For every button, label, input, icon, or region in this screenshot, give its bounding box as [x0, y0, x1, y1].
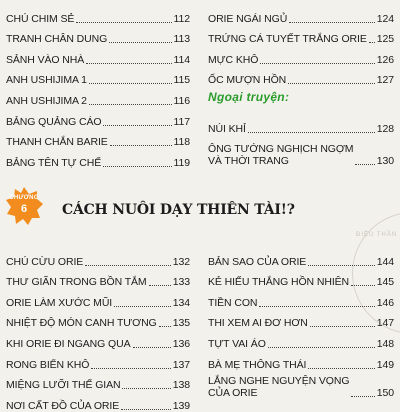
dot-leader — [91, 368, 170, 369]
toc-entry-page: 115 — [173, 74, 190, 87]
toc-entry-title: THI XEM AI ĐƠ HƠN — [208, 317, 308, 330]
toc-entry[interactable] — [6, 86, 190, 107]
toc-list-extra — [208, 114, 394, 135]
toc-entry-title-line2: CỦA ORIE — [208, 386, 258, 399]
dot-leader — [310, 326, 375, 327]
toc-entry-page: 128 — [376, 122, 394, 135]
chapter-number: 6 — [20, 203, 28, 215]
toc-entry-title: THƯ GIÃN TRONG BỒN TẮM — [6, 276, 147, 289]
dot-leader — [248, 132, 375, 133]
toc-entry[interactable] — [208, 4, 394, 25]
toc-entry[interactable] — [6, 128, 190, 149]
dot-leader — [89, 104, 172, 105]
toc-entry-title: ORIE NGÁI NGỦ — [208, 12, 288, 25]
toc-entry-title: NƠI CẤT ĐỒ CỦA ORIE — [6, 399, 120, 412]
dot-leader — [369, 42, 375, 43]
toc-column-top-left — [6, 4, 190, 169]
toc-entry[interactable] — [6, 268, 190, 289]
toc-entry-page: 132 — [172, 255, 190, 268]
toc-entry-title: ỐC MƯỢN HỒN — [208, 74, 287, 87]
dot-leader — [288, 83, 375, 84]
toc-entry-page: 119 — [173, 156, 190, 169]
toc-entry[interactable] — [208, 66, 394, 87]
toc-entry-title: SẢNH VÀO NHÀ — [6, 53, 85, 66]
toc-entry[interactable] — [6, 329, 190, 350]
toc-entry[interactable] — [6, 371, 190, 392]
toc-entry-title: ORIE LÀM XƯỚC MŨI — [6, 296, 113, 309]
toc-entry-page: 114 — [173, 53, 190, 66]
toc-entry-page: 133 — [172, 276, 190, 289]
toc-entry[interactable] — [6, 66, 190, 87]
dot-leader — [133, 347, 171, 348]
toc-entry[interactable] — [6, 391, 190, 412]
toc-entry-page: 145 — [376, 276, 394, 289]
toc-entry-title: TRANH CHÂN DUNG — [6, 33, 108, 46]
toc-entry-page: 136 — [172, 337, 190, 350]
toc-entry-title-line1: LẮNG NGHE NGUYỆN VỌNG — [208, 374, 350, 387]
toc-entry[interactable] — [6, 148, 190, 169]
toc-entry-title: TỰT VAI ÁO — [208, 337, 266, 350]
toc-entry-page: 146 — [376, 296, 394, 309]
dot-leader — [149, 285, 171, 286]
toc-entry-page: 148 — [376, 337, 394, 350]
toc-entry-title: KHI ORIE ĐI NGANG QUA — [6, 337, 131, 350]
dot-leader — [308, 368, 374, 369]
chapter-badge-label: CHƯƠNG — [9, 195, 39, 201]
dot-leader — [85, 265, 171, 266]
toc-entry-title-line1: ÔNG TƯỚNG NGHỊCH NGỢM — [208, 142, 354, 155]
toc-entry-page: 117 — [173, 115, 190, 128]
toc-entry-title: NÚI KHỈ — [208, 122, 246, 135]
toc-entry-title: BẢNG TÊN TỰ CHẾ — [6, 156, 102, 169]
toc-entry-page: 118 — [173, 136, 190, 149]
toc-entry-title: BÀ MẸ THÔNG THÁI — [208, 358, 307, 371]
toc-entry-page: 147 — [376, 317, 394, 330]
toc-entry[interactable] — [208, 25, 394, 46]
toc-entry-page: 127 — [376, 74, 394, 87]
toc-entry[interactable] — [208, 350, 394, 371]
chapter-badge — [4, 186, 44, 226]
dot-leader — [122, 388, 170, 389]
dot-leader — [355, 164, 374, 165]
toc-entry-page: 130 — [376, 154, 394, 167]
toc-entry-title: BẢNG QUẢNG CÁO — [6, 115, 102, 128]
toc-column-bottom-right — [208, 247, 394, 399]
toc-entry-title: RONG BIỂN KHÔ — [6, 358, 90, 371]
extra-stories-heading: Ngoại truyện: — [208, 90, 290, 105]
dot-leader — [89, 83, 172, 84]
dot-leader — [109, 42, 171, 43]
dot-leader — [308, 265, 375, 266]
dot-leader — [259, 306, 374, 307]
dot-leader — [159, 326, 171, 327]
dot-leader — [121, 409, 171, 410]
toc-entry-page: 149 — [376, 358, 394, 371]
toc-entry[interactable] — [6, 309, 190, 330]
dot-leader — [260, 63, 374, 64]
toc-entry-page: 112 — [173, 12, 190, 25]
dot-leader — [114, 306, 171, 307]
dot-leader — [351, 396, 374, 397]
toc-entry-title: KẺ HIẾU THẮNG HỒN NHIÊN — [208, 276, 350, 289]
toc-entry[interactable] — [6, 25, 190, 46]
toc-entry-title: CHÚ CHIM SẺ — [6, 12, 75, 25]
toc-entry-title: TIỀN CON — [208, 296, 258, 309]
toc-entry[interactable] — [6, 107, 190, 128]
toc-entry[interactable] — [208, 329, 394, 350]
chapter-title: CÁCH NUÔI DẠY THIÊN TÀI!? — [62, 202, 295, 218]
toc-entry[interactable] — [6, 350, 190, 371]
toc-entry-page: 125 — [376, 33, 394, 46]
toc-entry-multiline-bottom[interactable] — [208, 375, 394, 399]
toc-column-bottom-left — [6, 247, 190, 412]
dot-leader — [289, 22, 375, 23]
toc-entry-title: BẢN SAO CỦA ORIE — [208, 255, 307, 268]
toc-list-bottom-right — [208, 247, 394, 371]
toc-entry-title: TRỨNG CÁ TUYẾT TRẮNG ORIE — [208, 33, 367, 46]
toc-entry[interactable] — [6, 247, 190, 268]
toc-entry-title-line2: VÀ THỜI TRANG — [208, 154, 289, 167]
dot-leader — [103, 166, 171, 167]
toc-entry-page: 134 — [172, 296, 190, 309]
toc-entry-page: 116 — [173, 94, 190, 107]
toc-entry[interactable] — [208, 309, 394, 330]
toc-entry-title: ANH USHIJIMA 2 — [6, 94, 87, 107]
toc-entry[interactable] — [208, 288, 394, 309]
toc-entry-page: 135 — [172, 317, 190, 330]
toc-entry-page: 150 — [376, 386, 394, 399]
toc-entry-title: MIỆNG LƯỠI THẾ GIAN — [6, 379, 121, 392]
toc-entry[interactable] — [6, 45, 190, 66]
dot-leader — [86, 63, 171, 64]
dot-leader — [110, 145, 172, 146]
toc-entry-page: 137 — [172, 358, 190, 371]
toc-entry[interactable] — [6, 4, 190, 25]
toc-entry-page: 113 — [173, 33, 190, 46]
decorative-text: ĐIỀU THẦN — [356, 232, 398, 238]
toc-entry-page: 126 — [376, 53, 394, 66]
toc-entry[interactable] — [208, 268, 394, 289]
dot-leader — [76, 22, 171, 23]
toc-entry[interactable] — [6, 288, 190, 309]
toc-entry-title: ANH USHIJIMA 1 — [6, 74, 87, 87]
toc-entry-page: 144 — [376, 255, 394, 268]
toc-entry-multiline-top[interactable] — [208, 143, 394, 167]
toc-entry[interactable] — [208, 45, 394, 66]
toc-entry-page: 124 — [376, 12, 394, 25]
toc-entry-title: CHÚ CỪU ORIE — [6, 255, 84, 268]
toc-entry[interactable] — [208, 247, 394, 268]
toc-list-top-right — [208, 4, 394, 86]
toc-entry-page: 138 — [172, 379, 190, 392]
toc-column-top-right — [208, 4, 394, 167]
toc-entry-title: THANH CHẮN BARIE — [6, 136, 108, 149]
dot-leader — [268, 347, 375, 348]
toc-entry-title: NHIỆT ĐỘ MÓN CANH TƯƠNG — [6, 317, 157, 330]
toc-entry[interactable] — [208, 114, 394, 135]
toc-entry-page: 139 — [172, 399, 190, 412]
dot-leader — [103, 125, 171, 126]
toc-entry-title: MỰC KHÔ — [208, 53, 259, 66]
dot-leader — [351, 285, 375, 286]
